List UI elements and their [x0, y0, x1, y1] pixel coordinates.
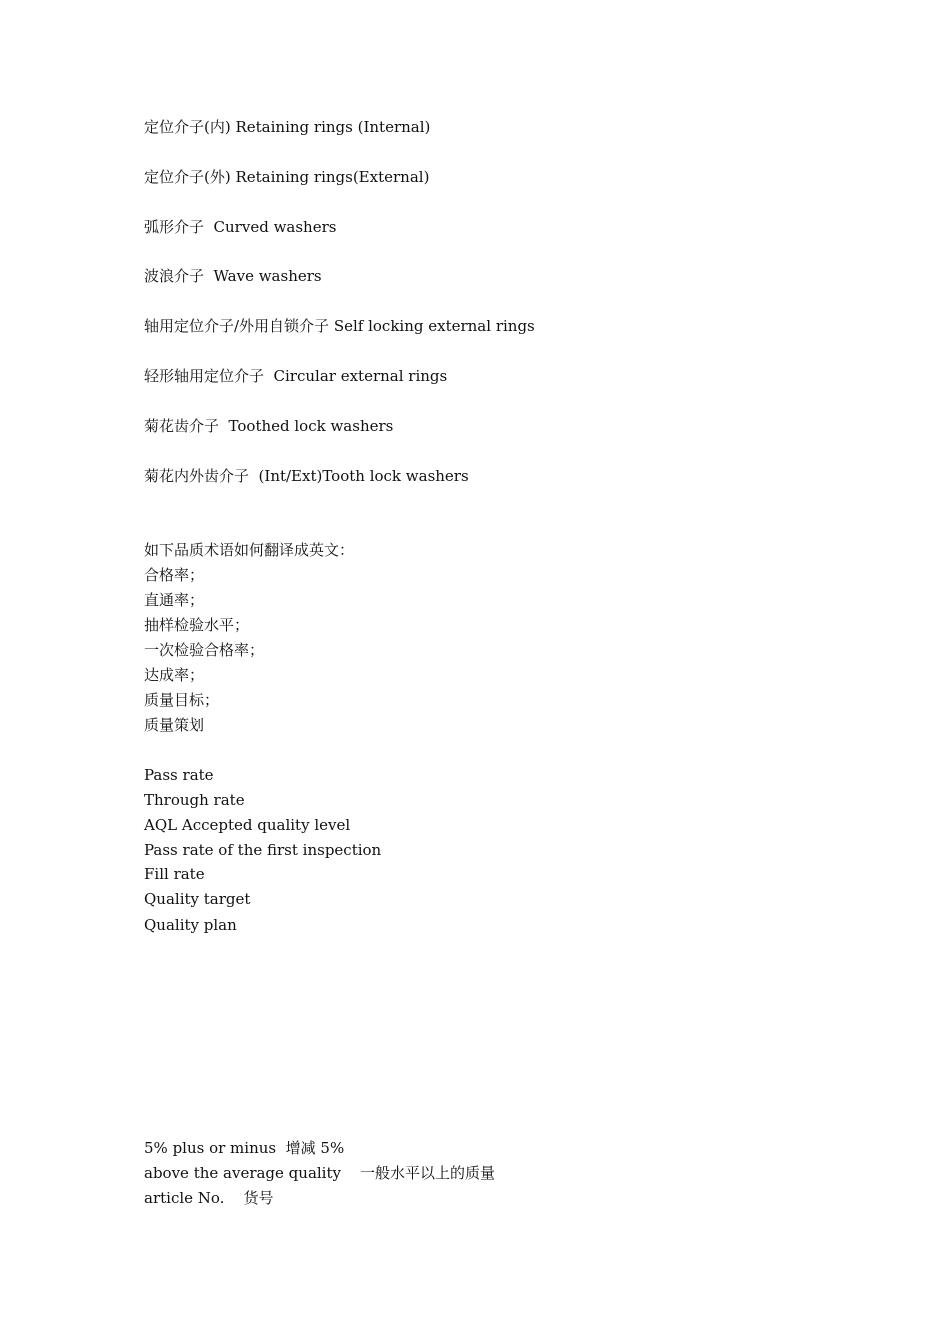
glossary-entry: above the average quality 一般水平以上的质量	[144, 1164, 496, 1182]
fastener-term: 弧形介子 Curved washers	[144, 218, 337, 236]
quality-term-en: AQL Accepted quality level	[144, 816, 351, 834]
fastener-term: 定位介子(外) Retaining rings(External)	[144, 168, 430, 186]
quality-term-en: Pass rate of the first inspection	[144, 841, 382, 859]
quality-term-en: Fill rate	[144, 865, 205, 883]
quality-term-en: Quality plan	[144, 916, 237, 934]
quality-term-cn: 抽样检验水平；	[144, 616, 250, 634]
quality-term-en: Through rate	[144, 791, 245, 809]
quality-term-cn: 达成率；	[144, 666, 205, 684]
glossary-entry: 5% plus or minus 增减 5%	[144, 1139, 345, 1157]
question-heading: 如下品质术语如何翻译成英文：	[144, 541, 355, 559]
quality-term-en: Pass rate	[144, 766, 214, 784]
fastener-term: 轻形轴用定位介子 Circular external rings	[144, 367, 448, 385]
quality-term-cn: 质量策划	[144, 716, 205, 734]
quality-term-cn: 质量目标；	[144, 691, 220, 709]
quality-term-cn: 一次检验合格率；	[144, 641, 265, 659]
fastener-term: 菊花齿介子 Toothed lock washers	[144, 417, 394, 435]
quality-term-cn: 直通率；	[144, 591, 205, 609]
fastener-term: 菊花内外齿介子 (Int/Ext)Tooth lock washers	[144, 467, 469, 485]
quality-term-en: Quality target	[144, 890, 251, 908]
glossary-entry: article No. 货号	[144, 1189, 274, 1207]
fastener-term: 轴用定位介子/外用自锁介子 Self locking external rings	[144, 317, 535, 335]
fastener-term: 波浪介子 Wave washers	[144, 267, 322, 285]
quality-term-cn: 合格率；	[144, 566, 205, 584]
fastener-term: 定位介子(内) Retaining rings (Internal)	[144, 118, 431, 136]
